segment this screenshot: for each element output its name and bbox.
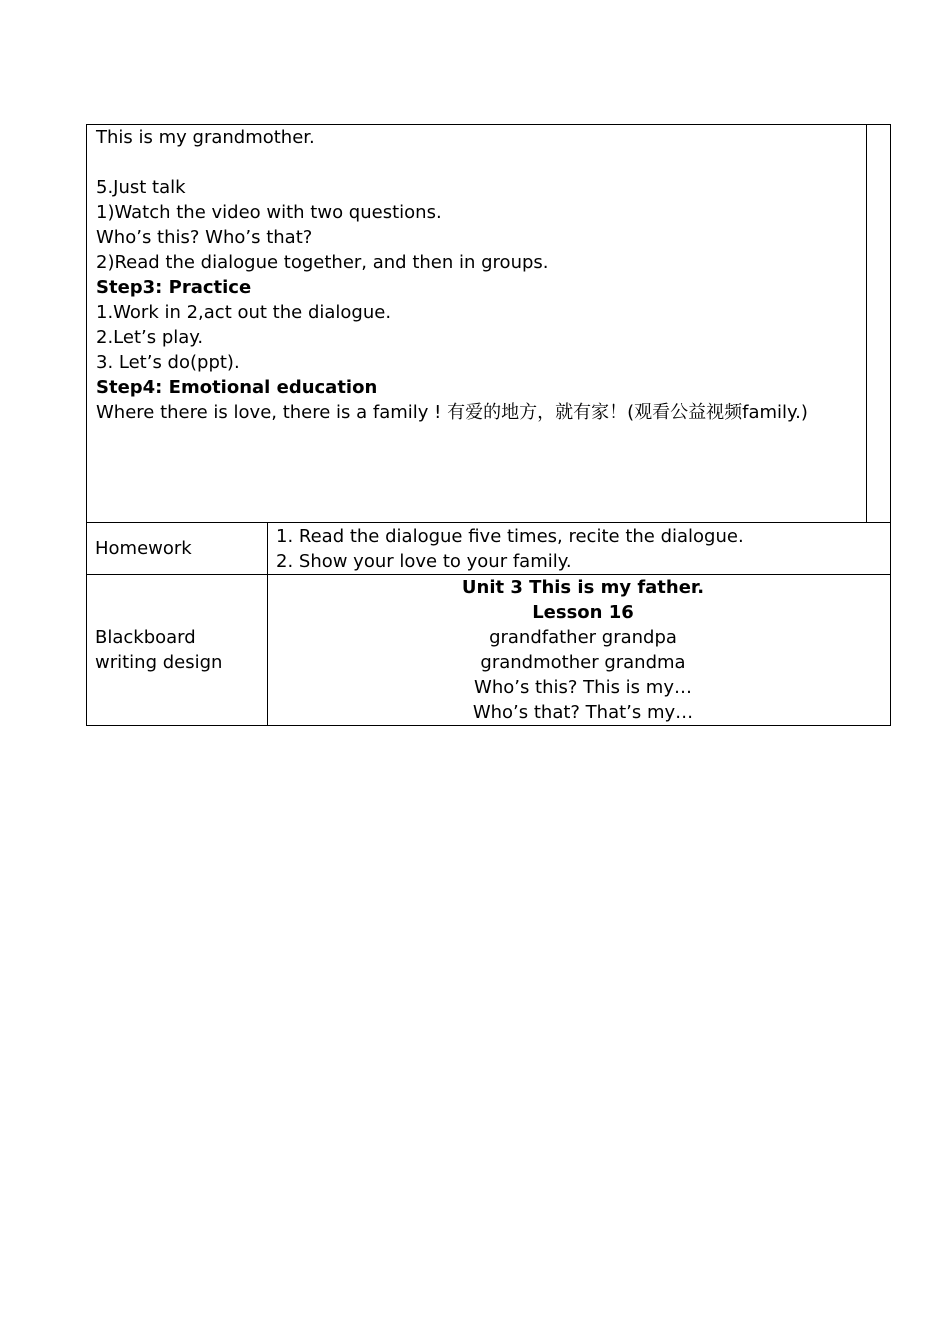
blackboard-line: grandmother grandma <box>480 652 686 673</box>
procedure-line: 2.Let’s play. <box>96 327 204 348</box>
blackboard-row <box>87 575 891 726</box>
text-en: Where there is love, there is a family ! <box>96 402 448 423</box>
homework-content-cell <box>268 523 891 575</box>
procedure-line: 1)Watch the video with two questions. <box>96 202 442 223</box>
emotional-education-line <box>96 400 808 425</box>
step3-heading: Step3: Practice <box>96 277 252 298</box>
lesson-table <box>86 522 891 726</box>
procedure-line: 3. Let’s do(ppt). <box>96 352 240 373</box>
blackboard-content-cell <box>268 575 891 726</box>
procedure-line: This is my grandmother. <box>96 127 315 148</box>
procedure-line: 5.Just talk <box>96 177 186 198</box>
homework-item: 1. Read the dialogue five times, recite the dialogue. <box>276 525 744 547</box>
blackboard-label: Blackboard <box>95 627 196 648</box>
blackboard-title: Unit 3 This is my father. <box>461 577 705 598</box>
step4-heading: Step4: Emotional education <box>96 377 378 398</box>
text-cn: 有爱的地方，就有家！ <box>447 402 628 423</box>
blackboard-line: grandfather grandpa <box>489 627 677 648</box>
procedure-line: Who’s this? Who’s that? <box>96 227 313 248</box>
procedure-cell <box>86 124 867 523</box>
blank-line <box>96 150 808 175</box>
blackboard-lesson: Lesson 16 <box>532 602 634 623</box>
text-cn: 观看公益视频 <box>634 402 743 423</box>
homework-item: 2. Show your love to your family. <box>276 550 572 572</box>
procedure-side-cell <box>866 124 891 523</box>
text-en: ( <box>627 402 635 423</box>
homework-label: Homework <box>95 538 192 559</box>
procedure-content <box>96 125 808 425</box>
blackboard-label: writing design <box>95 652 223 673</box>
homework-row <box>87 523 891 575</box>
blackboard-line: Who’s this? This is my… <box>474 677 692 698</box>
blackboard-label-cell <box>87 575 268 726</box>
procedure-line: 1.Work in 2,act out the dialogue. <box>96 302 392 323</box>
text-en: family.) <box>742 402 808 423</box>
blackboard-line: Who’s that? That’s my… <box>472 702 694 723</box>
procedure-line: 2)Read the dialogue together, and then in groups. <box>96 252 549 273</box>
homework-label-cell <box>87 523 268 575</box>
